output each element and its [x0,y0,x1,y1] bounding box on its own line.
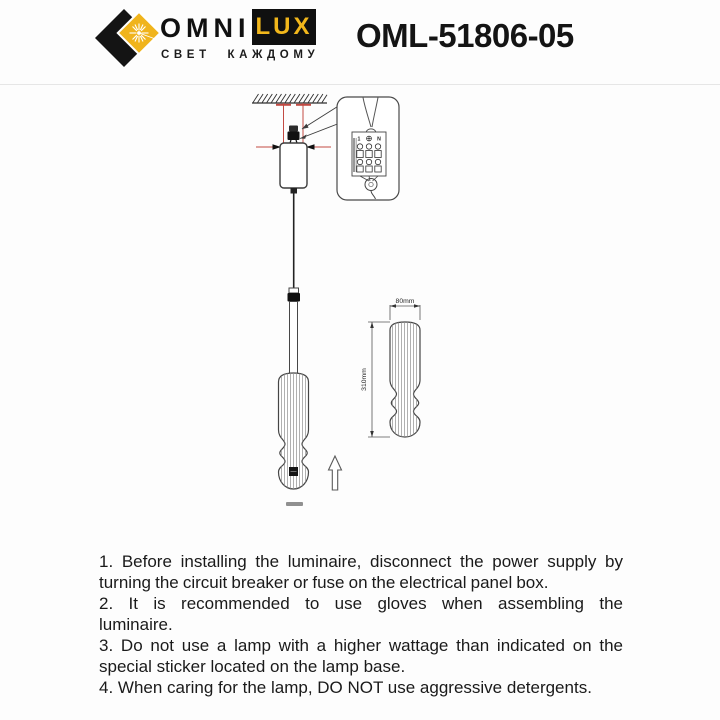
model-number: OML-51806-05 [356,17,574,54]
base-piece [286,502,303,506]
earth-symbol-icon [367,136,372,141]
wiring-detail-inset [337,97,399,200]
height-dimension-label: 310mm [361,368,368,391]
red-alignment-guides [256,103,331,147]
terminal-screws [357,144,381,172]
ceiling-canopy [280,143,307,188]
brand-lux-box [252,9,316,45]
instruction-item-4: 4. When caring for the lamp, DO NOT use aggressive detergents. [99,678,592,697]
stem-rod [290,302,298,374]
instructions-block [99,551,623,698]
ceiling-hatching [252,94,327,103]
width-dimension-label: 80mm [395,298,415,305]
suspension-cable [291,188,298,290]
pendant-shade [279,372,309,490]
brand-name-lux: LUX [255,13,313,40]
up-arrow-icon [329,456,342,490]
brand-logo [93,5,165,71]
height-dimension-lines [368,322,390,437]
brand-slogan: СВЕТ КАЖДОМУ [161,49,320,61]
rod-connector [288,288,301,302]
callout-leader-lines [300,105,340,139]
brand-name-omni: OMNI [160,13,251,43]
terminal-label-live: 1 [357,136,361,143]
terminal-label-neutral: N [377,136,381,143]
installation-diagram [0,80,720,530]
instruction-item-1: 1. Before installing the luminaire, disconnect the power supply by turning the circuit breaker or fuse on the electrical panel box. [99,552,623,592]
dimension-figure [361,298,420,438]
starburst-logo-icon [93,5,165,71]
instruction-item-2: 2. It is recommended to use gloves when assembling the luminaire. [99,594,623,634]
instruction-item-3: 3. Do not use a lamp with a higher wattage than indicated on the special sticker located on the lamp base. [99,636,623,676]
